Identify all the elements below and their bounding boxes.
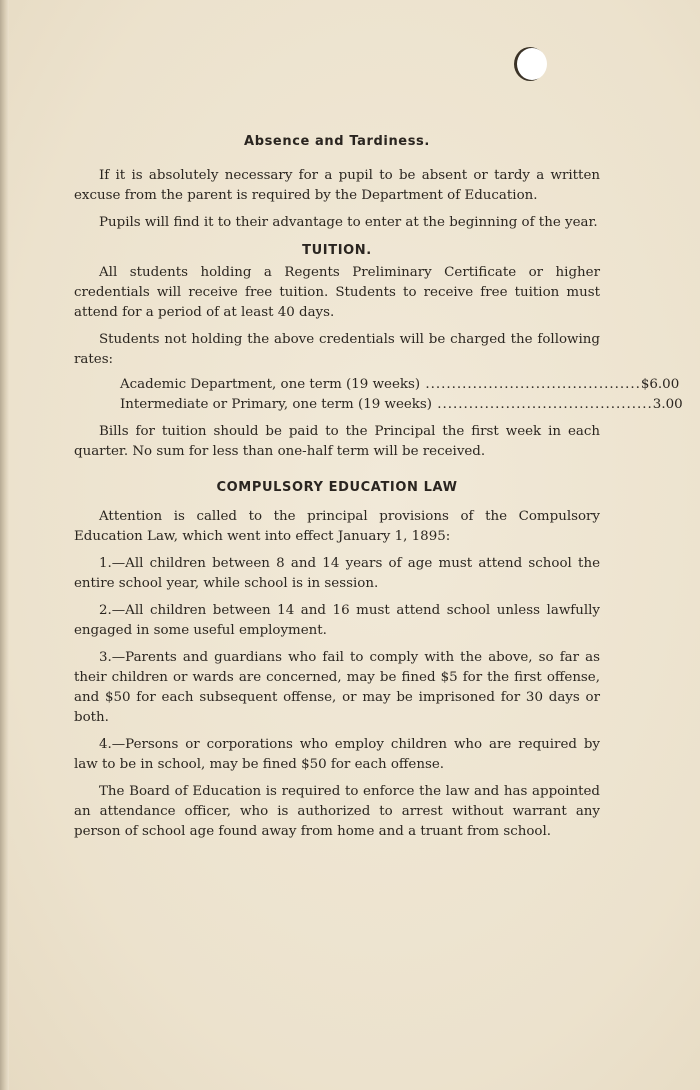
binding-edge — [0, 0, 9, 1090]
compulsory-intro: Attention is called to the principal provisions of the Compulsory Education Law, which went into effect January 1, 1895: — [74, 509, 600, 544]
rate-row-intermediate — [120, 395, 683, 415]
compulsory-item-1: 1.—All children between 8 and 14 years of age must attend school the entire school year, while school is in session. — [74, 556, 600, 591]
compulsory-item-2: 2.—All children between 14 and 16 must attend school unless lawfully engaged in some useful employment. — [74, 603, 600, 638]
punch-hole — [517, 48, 547, 80]
rate-label: Academic Department, one term (19 weeks) — [120, 377, 421, 392]
absence-paragraph-2: Pupils will find it to their advantage to enter at the beginning of the year. — [99, 215, 598, 230]
absence-paragraph-1: If it is absolutely necessary for a pupil to be absent or tardy a written excuse from the parent is required by the Department of Education. — [74, 168, 600, 203]
rate-row-academic — [120, 375, 680, 395]
tuition-paragraph-2: Students not holding the above credentials will be charged the following rates: — [74, 332, 600, 367]
tuition-paragraph-1: All students holding a Regents Preliminary Certificate or higher credentials will receive free tuition. Students to receive free tuition must attend for a period of at least 40 days. — [74, 265, 600, 320]
tuition-heading: TUITION. — [302, 243, 372, 258]
compulsory-item-4: 4.—Persons or corporations who employ children who are required by law to be in school, may be fined $50 for each offense. — [74, 737, 600, 772]
compulsory-closing: The Board of Education is required to enforce the law and has appointed an attendance officer, who is authorized to arrest without warrant any person of school age found away from home and a truant from school. — [74, 784, 600, 839]
document-body — [74, 132, 683, 842]
dot-leader: ......................................... — [432, 397, 653, 412]
rate-label: Intermediate or Primary, one term (19 weeks) — [120, 397, 433, 412]
tuition-rates — [74, 375, 683, 415]
absence-heading: Absence and Tardiness. — [244, 134, 430, 149]
compulsory-heading: COMPULSORY EDUCATION LAW — [216, 480, 458, 495]
tuition-paragraph-3: Bills for tuition should be paid to the Principal the first week in each quarter. No sum for less than one-half term will be received. — [74, 424, 600, 459]
rate-price: 3.00 — [652, 397, 683, 412]
rate-price: $6.00 — [640, 377, 680, 392]
dot-leader: ......................................... — [420, 377, 641, 392]
compulsory-item-3: 3.—Parents and guardians who fail to comply with the above, so far as their children or wards are concerned, may be fined $5 for the first offense, and $50 for each subsequent offense, or may be imprisoned for 30 days or both. — [74, 650, 600, 725]
